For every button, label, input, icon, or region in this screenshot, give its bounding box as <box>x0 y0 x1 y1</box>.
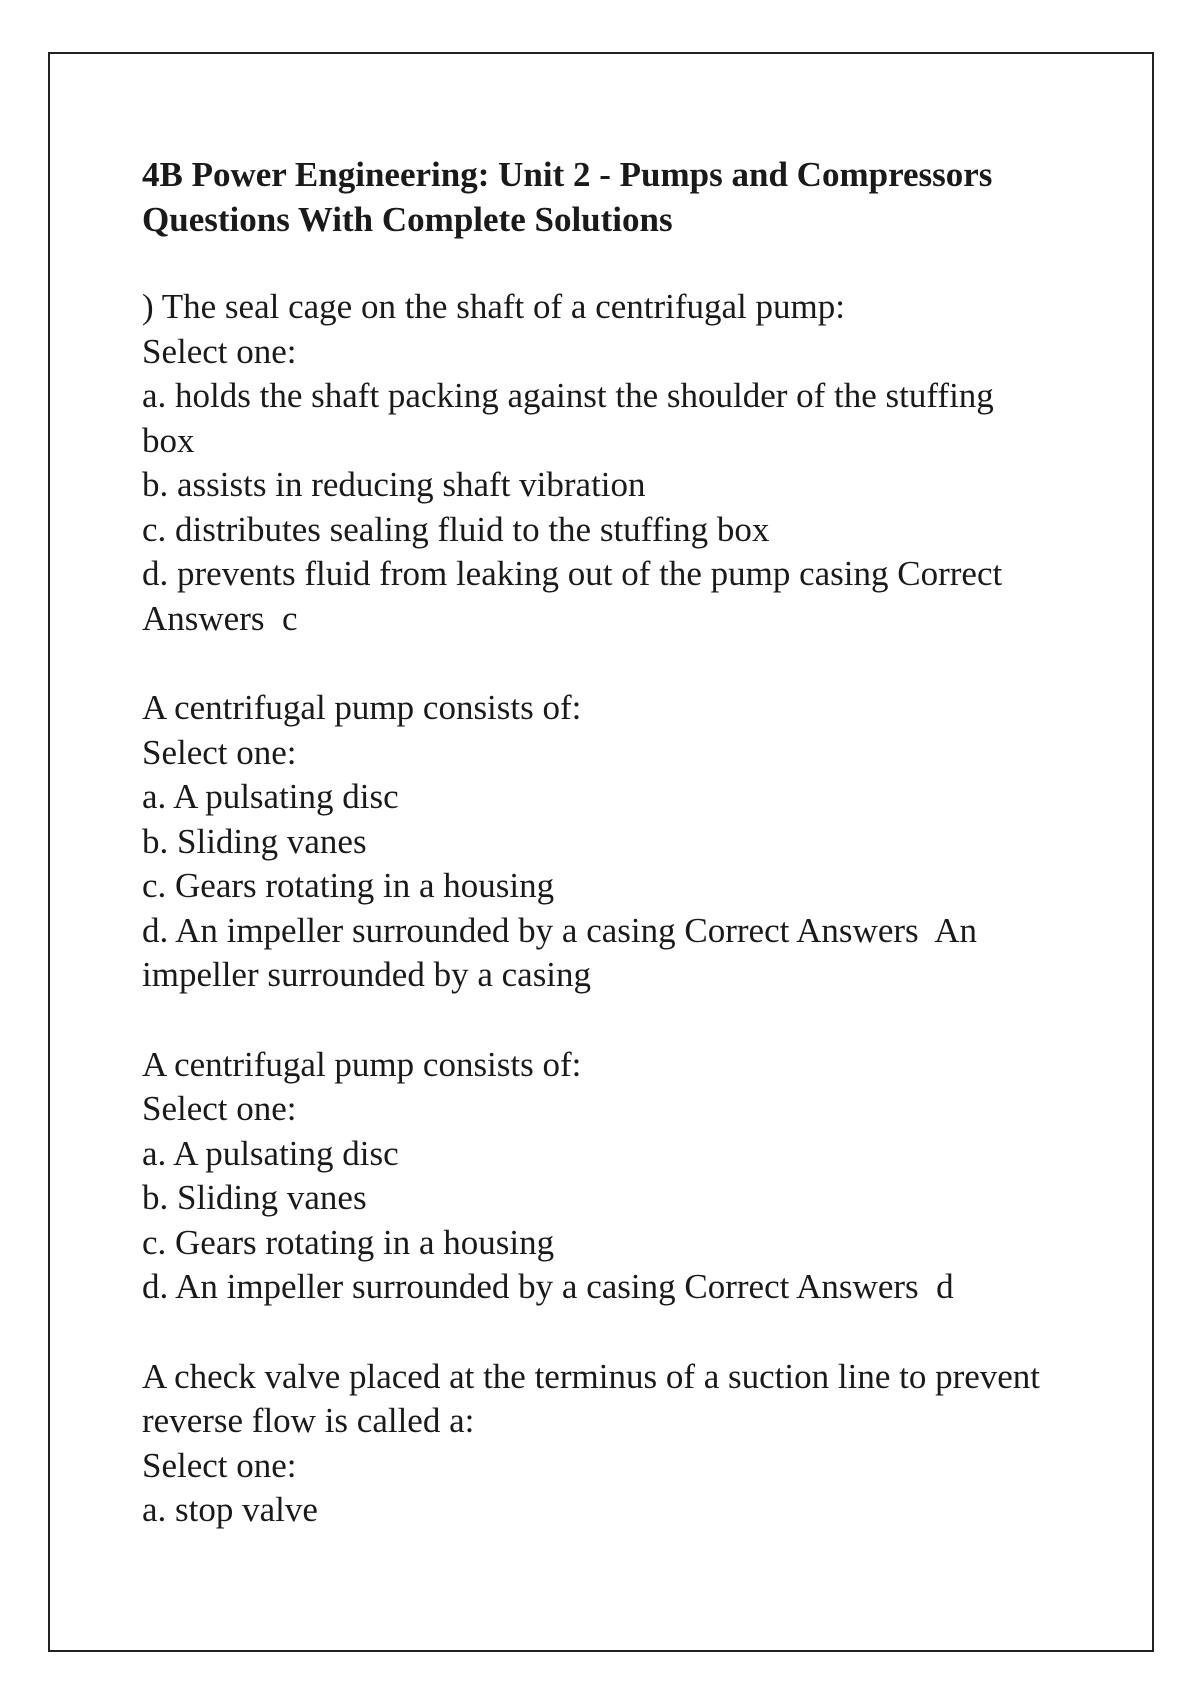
title-line-2: Questions With Complete Solutions <box>142 200 673 239</box>
option-line: c. Gears rotating in a housing <box>142 866 555 905</box>
option-line: c. distributes sealing fluid to the stuffing box <box>142 509 770 549</box>
option-line: d. An impeller surrounded by a casing Correct Answers An <box>142 910 977 950</box>
option-line: d. An impeller surrounded by a casing Correct Answers d <box>142 1267 954 1306</box>
document-title <box>142 152 1082 242</box>
question-block-2 <box>142 686 1082 998</box>
select-prompt: Select one: <box>142 732 297 772</box>
option-line: d. prevents fluid from leaking out of the pump casing Correct <box>142 554 1003 593</box>
option-line: b. assists in reducing shaft vibration <box>142 465 646 504</box>
option-line: a. holds the shaft packing against the shoulder of the stuffing <box>142 376 994 415</box>
question-text: ) The seal cage on the shaft of a centrifugal pump: <box>142 287 845 326</box>
question-block-1 <box>142 285 1082 641</box>
question-block-4 <box>142 1355 1082 1533</box>
select-prompt: Select one: <box>142 1089 297 1128</box>
option-line: b. Sliding vanes <box>142 821 367 861</box>
option-line: b. Sliding vanes <box>142 1178 367 1217</box>
question-text-line-1: A check valve placed at the terminus of a suction line to prevent <box>142 1356 1041 1396</box>
option-line: box <box>142 420 195 460</box>
option-line: a. A pulsating disc <box>142 777 399 816</box>
select-prompt: Select one: <box>142 1445 297 1485</box>
title-line-1: 4B Power Engineering: Unit 2 - Pumps and Compressors <box>142 155 993 194</box>
select-prompt: Select one: <box>142 331 297 371</box>
answer-line: Answers c <box>142 598 298 638</box>
question-text: A centrifugal pump consists of: <box>142 1044 582 1084</box>
document-content <box>142 152 1082 1578</box>
question-text: A centrifugal pump consists of: <box>142 688 582 727</box>
option-line: a. stop valve <box>142 1490 318 1529</box>
question-text-line-2: reverse flow is called a: <box>142 1401 475 1440</box>
question-block-3 <box>142 1043 1082 1310</box>
option-line: c. Gears rotating in a housing <box>142 1222 555 1262</box>
option-line: a. A pulsating disc <box>142 1133 399 1173</box>
answer-line: impeller surrounded by a casing <box>142 955 592 994</box>
